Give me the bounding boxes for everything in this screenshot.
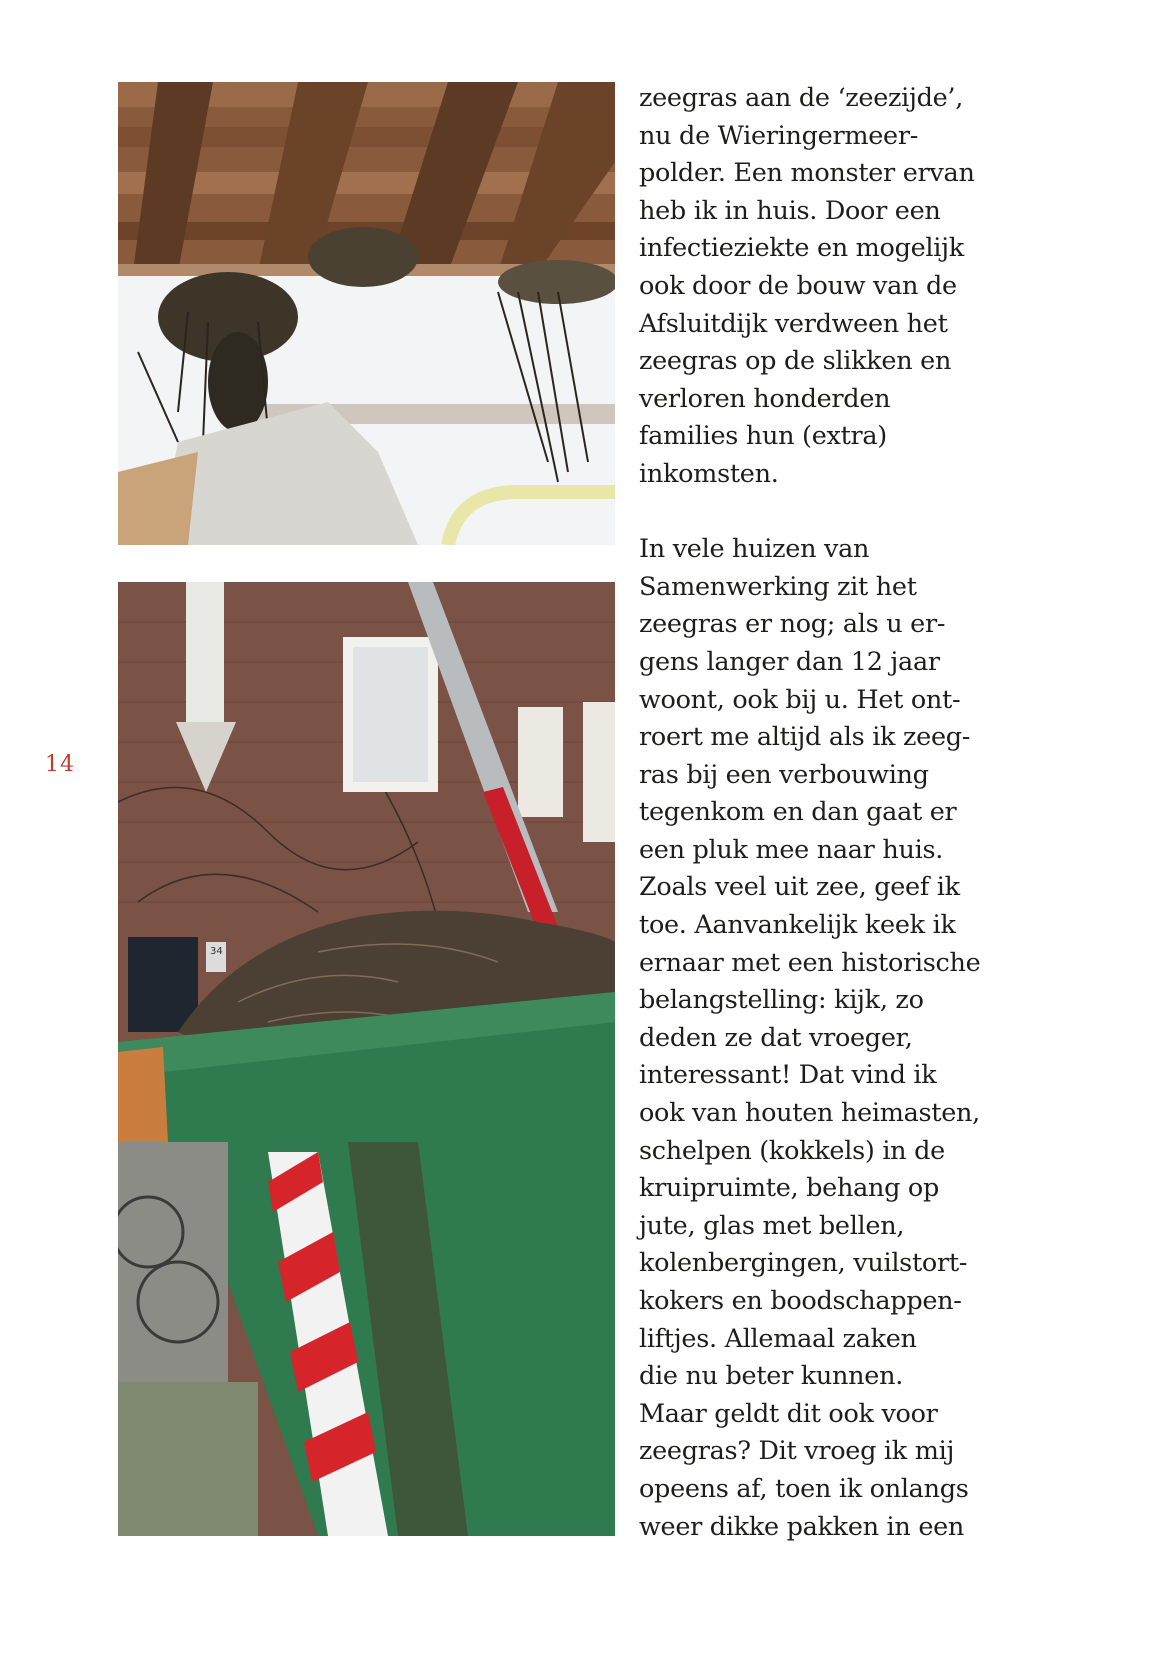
text-line: In vele huizen van	[639, 534, 870, 565]
text-line: ook door de bouw van de	[639, 270, 957, 301]
text-line: kruipruimte, behang op	[639, 1173, 940, 1204]
text-line: zeegras er nog; als u er-	[639, 609, 946, 640]
photo-seagrass-container	[118, 582, 615, 1536]
text-line: een pluk mee naar huis.	[639, 834, 944, 865]
text-line: nu de Wieringermeer-	[639, 120, 919, 151]
text-line: Samenwerking zit het	[639, 571, 917, 602]
paragraph-2	[639, 531, 999, 1546]
text-line: belangstelling: kijk, zo	[639, 985, 924, 1016]
text-line: families hun (extra)	[639, 421, 887, 452]
text-line: die nu beter kunnen.	[639, 1361, 904, 1392]
text-line: interessant! Dat vind ik	[639, 1060, 937, 1091]
text-line: kokers en boodschappen-	[639, 1286, 962, 1316]
paragraph-gap	[639, 494, 999, 532]
text-line: polder. Een monster ervan	[639, 158, 975, 189]
text-line: verloren honderden	[639, 383, 891, 414]
text-line: Zoals veel uit zee, geef ik	[639, 872, 960, 903]
text-line: gens langer dan 12 jaar	[639, 646, 940, 677]
text-line: ook van houten heimasten,	[639, 1098, 980, 1129]
text-line: Maar geldt dit ook voor	[639, 1398, 938, 1429]
text-line: heb ik in huis. Door een	[639, 195, 941, 226]
text-line: woont, ook bij u. Het ont-	[639, 684, 961, 715]
text-line: opeens af, toen ik onlangs	[639, 1473, 969, 1504]
text-line: infectieziekte en mogelijk	[639, 233, 964, 264]
page-number: 14	[45, 752, 75, 777]
text-line: ras bij een verbouwing	[639, 759, 929, 790]
article-text	[639, 80, 999, 1546]
text-line: liftjes. Allemaal zaken	[639, 1323, 917, 1354]
text-line: Afsluitdijk verdween het	[639, 308, 948, 339]
text-line: weer dikke pakken in een	[639, 1511, 965, 1542]
photo-seagrass-ceiling	[118, 82, 615, 545]
paragraph-1	[639, 80, 999, 494]
house-number: 34	[210, 946, 223, 957]
text-line: jute, glas met bellen,	[639, 1210, 905, 1241]
text-line: zeegras op de slikken en	[639, 346, 952, 377]
text-line: kolenbergingen, vuilstort-	[639, 1248, 968, 1279]
photo-seagrass-ceiling-image	[118, 82, 615, 545]
text-line: deden ze dat vroeger,	[639, 1022, 913, 1053]
text-line: tegenkom en dan gaat er	[639, 797, 957, 828]
text-line: schelpen (kokkels) in de	[639, 1135, 945, 1166]
text-line: inkomsten.	[639, 458, 779, 489]
photo-seagrass-container-image	[118, 582, 615, 1536]
text-line: zeegras aan de ‘zeezijde’,	[639, 83, 964, 113]
text-line: zeegras? Dit vroeg ik mij	[639, 1436, 955, 1467]
text-line: ernaar met een historische	[639, 947, 981, 978]
text-line: toe. Aanvankelijk keek ik	[639, 910, 956, 941]
text-line: roert me altijd als ik zeeg-	[639, 722, 971, 753]
